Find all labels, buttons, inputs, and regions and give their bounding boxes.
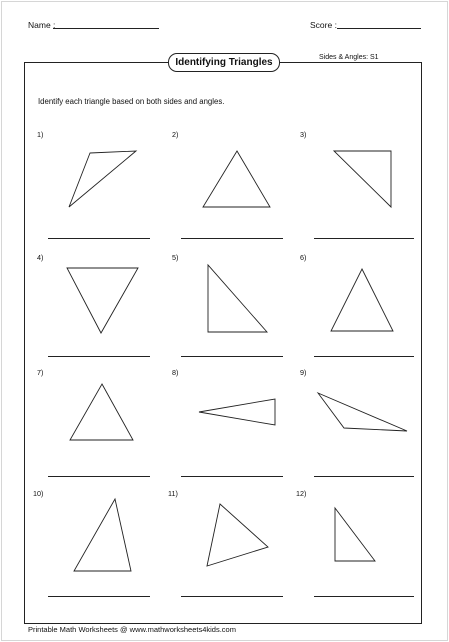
problem-number: 7) [37,368,44,377]
answer-line[interactable] [181,596,283,597]
triangle-1 [69,151,136,207]
answer-line[interactable] [314,238,414,239]
triangle-11 [207,504,268,566]
worksheet-title: Identifying Triangles [168,53,280,72]
footer-text: Printable Math Worksheets @ www.mathworksheets4kids.com [28,625,236,634]
answer-line[interactable] [48,238,150,239]
problem-number: 4) [37,253,44,262]
answer-line[interactable] [181,356,283,357]
problem-number: 3) [300,130,307,139]
answer-line[interactable] [48,356,150,357]
problem-number: 10) [33,489,44,498]
score-label: Score : [310,20,337,30]
triangle-6 [331,269,393,331]
answer-line[interactable] [48,476,150,477]
answer-line[interactable] [181,238,283,239]
worksheet-subtitle: Sides & Angles: S1 [319,54,379,61]
problem-number: 5) [172,253,179,262]
triangle-8 [199,399,275,425]
problem-number: 11) [168,489,178,498]
problem-number: 12) [296,489,307,498]
triangle-3 [334,151,391,207]
triangle-7 [70,384,133,440]
answer-line[interactable] [48,596,150,597]
triangle-10 [74,499,131,571]
triangle-9 [318,393,407,431]
name-label: Name : [28,20,56,30]
answer-line[interactable] [181,476,283,477]
triangle-12 [335,508,375,561]
triangle-2 [203,151,270,207]
answer-line[interactable] [314,476,414,477]
instruction-text: Identify each triangle based on both sides and angles. [38,97,225,106]
triangle-4 [67,268,138,333]
triangle-5 [208,265,267,332]
problem-number: 6) [300,253,307,262]
problem-number: 8) [172,368,179,377]
problem-number: 9) [300,368,307,377]
problem-number: 2) [172,130,179,139]
answer-line[interactable] [314,596,414,597]
answer-line[interactable] [314,356,414,357]
problem-number: 1) [37,130,44,139]
